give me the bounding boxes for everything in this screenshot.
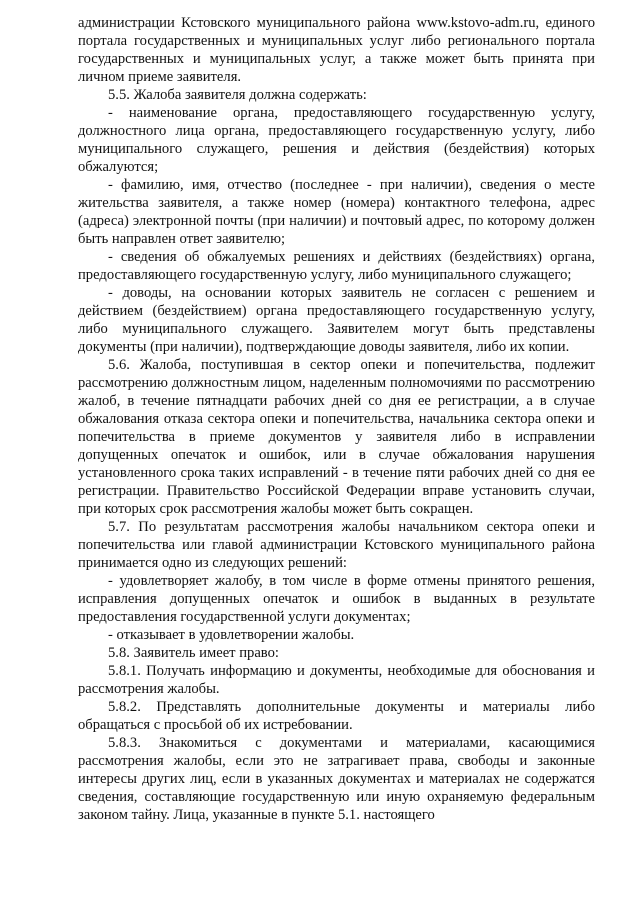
- paragraph-5-8-3: 5.8.3. Знакомиться с документами и материалами, касающимися рассмотрения жалобы, если это не затрагивает права, свободы и законные интересы других лиц, если в указанных документах и материалах не содержатся сведения, составляющие государственную или иную охраняемую федеральным законом тайну. Лица, указанные в пункте 5.1. настоящего: [78, 735, 595, 823]
- paragraph-organ-name: - наименование органа, предоставляющего государственную услугу, должностного лица органа, предоставляющего государственную услугу, либо муниципального служащего, решения и действия (бездействия) которых обжалуются;: [78, 105, 595, 175]
- paragraph-portal-continuation: администрации Кстовского муниципального района www.kstovo-adm.ru, единого портала государственных и муниципальных услуг либо регионального портала государственных и муниципальных услуг, а также может быть принята при личном приеме заявителя.: [78, 15, 595, 85]
- paragraph-5-7: 5.7. По результатам рассмотрения жалобы начальником сектора опеки и попечительства или главой администрации Кстовского муниципального района принимается одно из следующих решений:: [78, 519, 595, 571]
- paragraph-5-5: 5.5. Жалоба заявителя должна содержать:: [108, 87, 367, 103]
- paragraph-5-8-1: 5.8.1. Получать информацию и документы, необходимые для обоснования и рассмотрения жалобы.: [78, 663, 595, 697]
- paragraph-5-8: 5.8. Заявитель имеет право:: [108, 645, 279, 661]
- paragraph-applicant-details: - фамилию, имя, отчество (последнее - при наличии), сведения о месте жительства заявителя, а также номер (номера) контактного телефона, адрес (адреса) электронной почты (при наличии) и почтовый адрес, по которому должен быть направлен ответ заявителю;: [78, 177, 595, 247]
- paragraph-5-6: 5.6. Жалоба, поступившая в сектор опеки и попечительства, подлежит рассмотрению должностным лицом, наделенным полномочиями по рассмотрению жалоб, в течение пятнадцати рабочих дней со дня ее регистрации, а в случае обжалования отказа сектора опеки и попечительства, начальника сектора опеки и попечительства в приеме документов у заявителя либо в исправлении допущенных опечаток и ошибок, или в случае обжалования нарушения установленного срока таких исправлений - в течение пяти рабочих дней со дня ее регистрации. Правительство Российской Федерации вправе установить случаи, при которых срок рассмотрения жалобы может быть сокращен.: [78, 357, 595, 517]
- paragraph-arguments: - доводы, на основании которых заявитель не согласен с решением и действием (бездействием) органа предоставляющего государственную услугу, либо муниципального служащего. Заявителем могут быть представлены документы (при наличии), подтверждающие доводы заявителя, либо их копии.: [78, 285, 595, 355]
- paragraph-5-8-2: 5.8.2. Представлять дополнительные документы и материалы либо обращаться с просьбой об их истребовании.: [78, 699, 595, 733]
- document-body: [78, 14, 595, 824]
- paragraph-refuses-complaint: - отказывает в удовлетворении жалобы.: [108, 627, 355, 643]
- paragraph-satisfies-complaint: - удовлетворяет жалобу, в том числе в форме отмены принятого решения, исправления допущенных опечаток и ошибок в выданных в результате предоставления государственной услуги документах;: [78, 573, 595, 625]
- paragraph-appealed-decisions: - сведения об обжалуемых решениях и действиях (бездействиях) органа, предоставляющего государственную услугу, либо муниципального служащего;: [78, 249, 595, 283]
